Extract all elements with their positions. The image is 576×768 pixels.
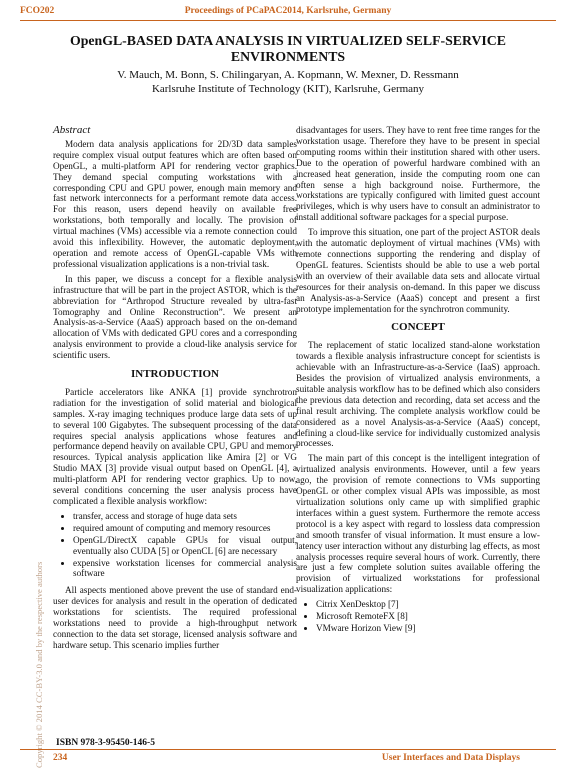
abstract-heading: Abstract — [53, 124, 91, 136]
author-block — [0, 68, 576, 96]
paper-title: OpenGL-BASED DATA ANALYSIS IN VIRTUALIZED SELF-SERVICE ENVIRONMENTS — [70, 33, 506, 64]
section-heading-concept: CONCEPT — [391, 321, 445, 334]
body-paragraph: The replacement of static localized stand-alone workstation towards a flexible analysis infrastructure concept for scientists is achievable with an Infrastructure-as-a-Service (IaaS) approach. Besides the provision of virtualized analysis environments, a suitable analysis workflow has to be defined which also considers the previous data detection and recording, data set access and the final result archiving. The complete analysis workflow could be considered as a novel Analysis-as-a-Service (AaaS) concept, defining a cloud-like service for individually customized analysis processes. — [296, 340, 540, 449]
affiliation: Karlsruhe Institute of Technology (KIT), Karlsruhe, Germany — [151, 83, 425, 95]
section-name: User Interfaces and Data Displays — [381, 753, 520, 763]
bullet-list — [296, 599, 540, 634]
page-header — [0, 0, 576, 24]
copyright-sidebar: Copyright © 2014 CC-BY-3.0 and by the respective authors — [34, 561, 44, 768]
list-item: • Citrix XenDesktop [7] — [316, 599, 540, 610]
list-item: • expensive workstation licenses for commercial analysis software — [73, 558, 297, 580]
paper-code: FCO202 — [20, 6, 55, 16]
body-paragraph: All aspects mentioned above prevent the use of standard end-user devices for analysis and result in the operation of dedicated workstations for scientists. The required professional workstations need to provide a high-throughput network connection to the data set storage, licensed analysis software and hardware setup. This scenario implies further — [53, 585, 297, 650]
abstract-paragraph: Modern data analysis applications for 2D/3D data samples require complex visual output features which are often based on OpenGL, a multi-platform API for rendering vector graphics. They demand special computing workstations with a corresponding CPU and GPU power, enough main memory and fast network interconnects for a performant remote data access. For this reason, users depend heavily on available free workstations, both temporally and locally. The provision of virtual machines (VMs) accessible via a remote connection could avoid this inflexibility. However, the automatic deployment, operation and remote access of OpenGL-capable VMs with professional visualization applications is a non-trivial task. — [53, 138, 297, 269]
list-item: • VMware Horizon View [9] — [316, 623, 540, 634]
section-heading-introduction: INTRODUCTION — [130, 368, 219, 381]
body-paragraph: Particle accelerators like ANKA [1] provide synchrotron radiation for the investigation of solid material and biological samples. X-ray imaging techniques produce large data sets of up to several 100 Gigabytes. The subsequent processing of the data requires special analysis applications whose features and performance depend heavily on available CPU, GPU and memory resources. Typical analysis application like Amira [2] or VG Studio MAX [3] provide visual output based on OpenGL [4], a multi-platform API for rendering vector graphics. Up to now, several conditions concerning the user analysis process have complicated a flexible analysis workflow: — [53, 386, 297, 506]
body-paragraph: To improve this situation, one part of the project ASTOR deals with the automatic deployment of virtual machines (VMs) with remote connections supporting the rendering and display of OpenGL features. Scientists should be able to use a web portal with an overview of their available data sets and allocate virtual resources for their analysis on-demand. In this paper we discuss an Analysis-as-a-Service (AaaS) concept and present a first prototype implementation for the synchrotron community. — [296, 227, 540, 314]
body-paragraph: The main part of this concept is the intelligent integration of virtualized analysis environments. However, until a few years ago, the provision of remote connections to VMs supporting OpenGL or other complex visual APIs was impossible, as most virtualization solutions only came up with simplified graphic interfaces within a guest system. Furthermore the remote access protocol is a key aspect with regard to lossless data compression and smooth transfer of visual information. It must ensure a low-latency user interaction without any disturbing lag effects, as most analysis processes require several hours of work. Currently, there are just a few complete solution suites available offering the provision of virtualized workstations for professional visualization applications: — [296, 453, 540, 595]
footer-rule — [20, 749, 556, 750]
page-number: 234 — [53, 753, 68, 763]
conference-name: Proceedings of PCaPAC2014, Karlsruhe, Germany — [184, 6, 392, 16]
list-item: • transfer, access and storage of huge data sets — [73, 511, 297, 522]
left-column — [53, 125, 297, 655]
author-list: V. Mauch, M. Bonn, S. Chilingaryan, A. Kopmann, W. Mexner, D. Ressmann — [117, 69, 459, 81]
bullet-list — [53, 511, 297, 579]
right-column — [296, 125, 540, 640]
list-item: • required amount of computing and memory resources — [73, 523, 297, 534]
header-rule — [20, 20, 556, 21]
body-paragraph: disadvantages for users. They have to rent free time ranges for the workstation usage. Therefore they have to be present in special computing rooms within their institution shared with other users. Due to the operation of powerful hardware combined with an increased heat generation, inside the computing room one can often sense a high background noise. Furthermore, the workstations are typically configured with limited guest account privileges, which is why users have to consult an administrator to install additional software packages for a special purpose. — [296, 125, 540, 223]
abstract-paragraph: In this paper, we discuss a concept for a flexible analysis infrastructure that will be part in the project ASTOR, which is the abbreviation for “Arthropod Structure revealed by ultra-fast Tomography and Online Reconstruction”. We present an Analysis-as-a-Service (AaaS) approach based on the on-demand allocation of VMs with dedicated GPU cores and a corresponding analysis environment to provide a cloud-like analysis service for scientific users. — [53, 273, 297, 361]
isbn: ISBN 978-3-95450-146-5 — [56, 738, 155, 748]
list-item: • OpenGL/DirectX capable GPUs for visual output, eventually also CUDA [5] or OpenCL [6] are necessary — [73, 535, 297, 557]
list-item: • Microsoft RemoteFX [8] — [316, 611, 540, 622]
